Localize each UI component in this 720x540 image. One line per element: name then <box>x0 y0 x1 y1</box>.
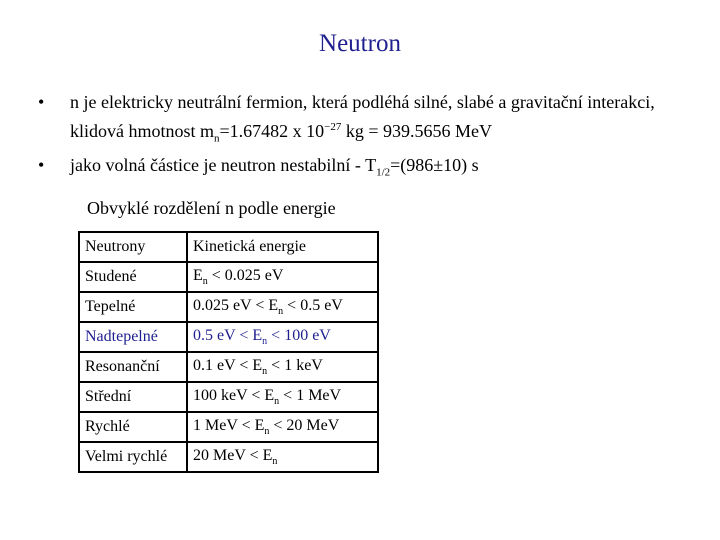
neutron-type-cell: Střední <box>79 382 187 412</box>
subscript: n <box>278 306 284 318</box>
bullet-text-part: jako volná částice je neutron nestabilní - T <box>70 154 377 175</box>
bullet-text <box>70 153 678 186</box>
energy-range-cell <box>187 262 378 292</box>
bullet-marker: • <box>38 154 45 175</box>
header-cell: Neutrony <box>79 232 187 262</box>
superscript: −27 <box>324 121 342 133</box>
energy-text: 0.1 eV < E <box>193 356 263 374</box>
energy-range-cell <box>187 322 378 352</box>
table-row <box>79 442 378 472</box>
subscript: n <box>262 336 268 348</box>
bullet-text-part: =1.67482 x 10 <box>219 121 325 141</box>
bullet-text-part: =(986±10) s <box>390 154 479 175</box>
energy-text: < 0.5 eV <box>283 296 343 314</box>
energy-text: 20 MeV < E <box>193 446 273 464</box>
energy-text: < 100 eV <box>267 326 331 344</box>
subscript: n <box>264 426 270 438</box>
subscript: 1/2 <box>376 166 391 179</box>
energy-range-cell <box>187 412 378 442</box>
bullet-item-halflife <box>38 153 678 186</box>
energy-range-cell <box>187 352 378 382</box>
neutron-type-cell: Tepelné <box>79 292 187 322</box>
table-row <box>79 262 378 292</box>
neutron-type-cell: Velmi rychlé <box>79 442 187 472</box>
subscript: n <box>262 366 268 378</box>
neutron-type-cell: Rychlé <box>79 412 187 442</box>
energy-text: < 0.025 eV <box>207 266 284 284</box>
energy-table <box>78 231 379 473</box>
energy-range-cell <box>187 442 378 472</box>
neutron-type-cell: Nadtepelné <box>79 322 187 352</box>
energy-range-cell <box>187 292 378 322</box>
neutron-type-cell: Resonanční <box>79 352 187 382</box>
energy-text: < 1 keV <box>267 356 323 374</box>
energy-range-cell <box>187 382 378 412</box>
table-row <box>79 292 378 322</box>
bullet-text <box>70 90 678 152</box>
subscript: n <box>214 132 220 145</box>
bullet-text-part: kg = 939.5656 MeV <box>341 121 493 141</box>
bullet-text-part: n je elektricky neutrální fermion, která podléhá silné, slabé a gravitační interakci, klidová hmotnost m <box>70 92 655 141</box>
bullet-list <box>38 90 678 186</box>
page-title: Neutron <box>319 30 401 57</box>
table-row <box>79 322 378 352</box>
table-row <box>79 412 378 442</box>
energy-text: < 20 MeV <box>269 416 340 434</box>
neutron-type-cell: Studené <box>79 262 187 292</box>
header-cell: Kinetická energie <box>187 232 378 262</box>
energy-text: E <box>193 266 203 284</box>
table-header-row <box>79 232 378 262</box>
energy-text: < 1 MeV <box>279 386 342 404</box>
energy-text: 0.5 eV < E <box>193 326 263 344</box>
subscript: n <box>202 276 208 288</box>
bullet-marker: • <box>38 92 45 112</box>
table-row <box>79 352 378 382</box>
energy-text: 1 MeV < E <box>193 416 265 434</box>
subscript: n <box>274 396 280 408</box>
subscript: n <box>272 456 278 468</box>
table-caption: Obvyklé rozdělení n podle energie <box>87 198 336 218</box>
energy-text: 100 keV < E <box>193 386 275 404</box>
energy-text: 0.025 eV < E <box>193 296 279 314</box>
bullet-item-fermion <box>38 90 678 152</box>
table-row <box>79 382 378 412</box>
